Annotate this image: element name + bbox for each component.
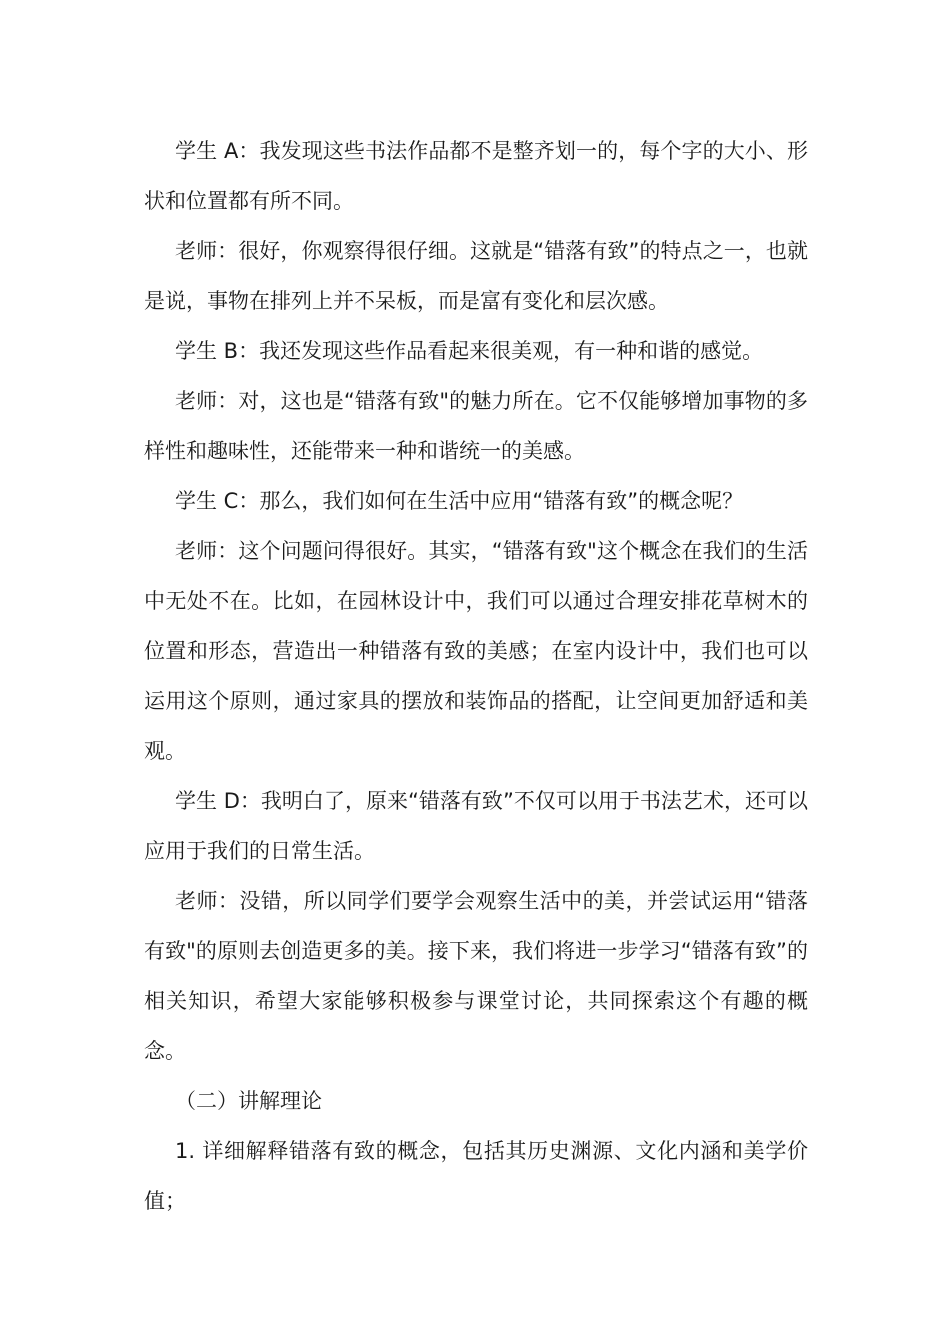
dialogue-student-c: 学生 C：那么，我们如何在生活中应用“错落有致”的概念呢？ bbox=[175, 489, 744, 513]
dialogue-teacher-4: 老师：没错，所以同学们要学会观察生活中的美，并尝试运用“错落有致"的原则去创造更多的美。接下来，我们将进一步学习“错落有致”的相关知识，希望大家能够积极参与课堂讨论，共同探索这个有趣的概念。 bbox=[144, 889, 808, 1063]
dialogue-teacher-2: 老师：对，这也是“错落有致"的魅力所在。它不仅能够增加事物的多样性和趣味性，还能带来一种和谐统一的美感。 bbox=[144, 389, 808, 463]
dialogue-student-a: 学生 A：我发现这些书法作品都不是整齐划一的，每个字的大小、形状和位置都有所不同。 bbox=[144, 139, 808, 213]
list-item: 1. 详细解释错落有致的概念，包括其历史渊源、文化内涵和美学价值； bbox=[144, 1139, 808, 1213]
document-body bbox=[144, 126, 808, 1226]
dialogue-student-b: 学生 B：我还发现这些作品看起来很美观，有一种和谐的感觉。 bbox=[175, 339, 764, 363]
dialogue-student-d: 学生 D：我明白了，原来“错落有致”不仅可以用于书法艺术，还可以应用于我们的日常生活。 bbox=[144, 789, 808, 863]
section-heading: （二）讲解理论 bbox=[175, 1089, 322, 1113]
dialogue-teacher-1: 老师：很好，你观察得很仔细。这就是“错落有致”的特点之一，也就是说，事物在排列上并不呆板，而是富有变化和层次感。 bbox=[144, 239, 808, 313]
dialogue-teacher-3: 老师：这个问题问得很好。其实，“错落有致"这个概念在我们的生活中无处不在。比如，在园林设计中，我们可以通过合理安排花草树木的位置和形态，营造出一种错落有致的美感；在室内设计中，我们也可以运用这个原则，通过家具的摆放和装饰品的搭配，让空间更加舒适和美观。 bbox=[144, 539, 808, 763]
